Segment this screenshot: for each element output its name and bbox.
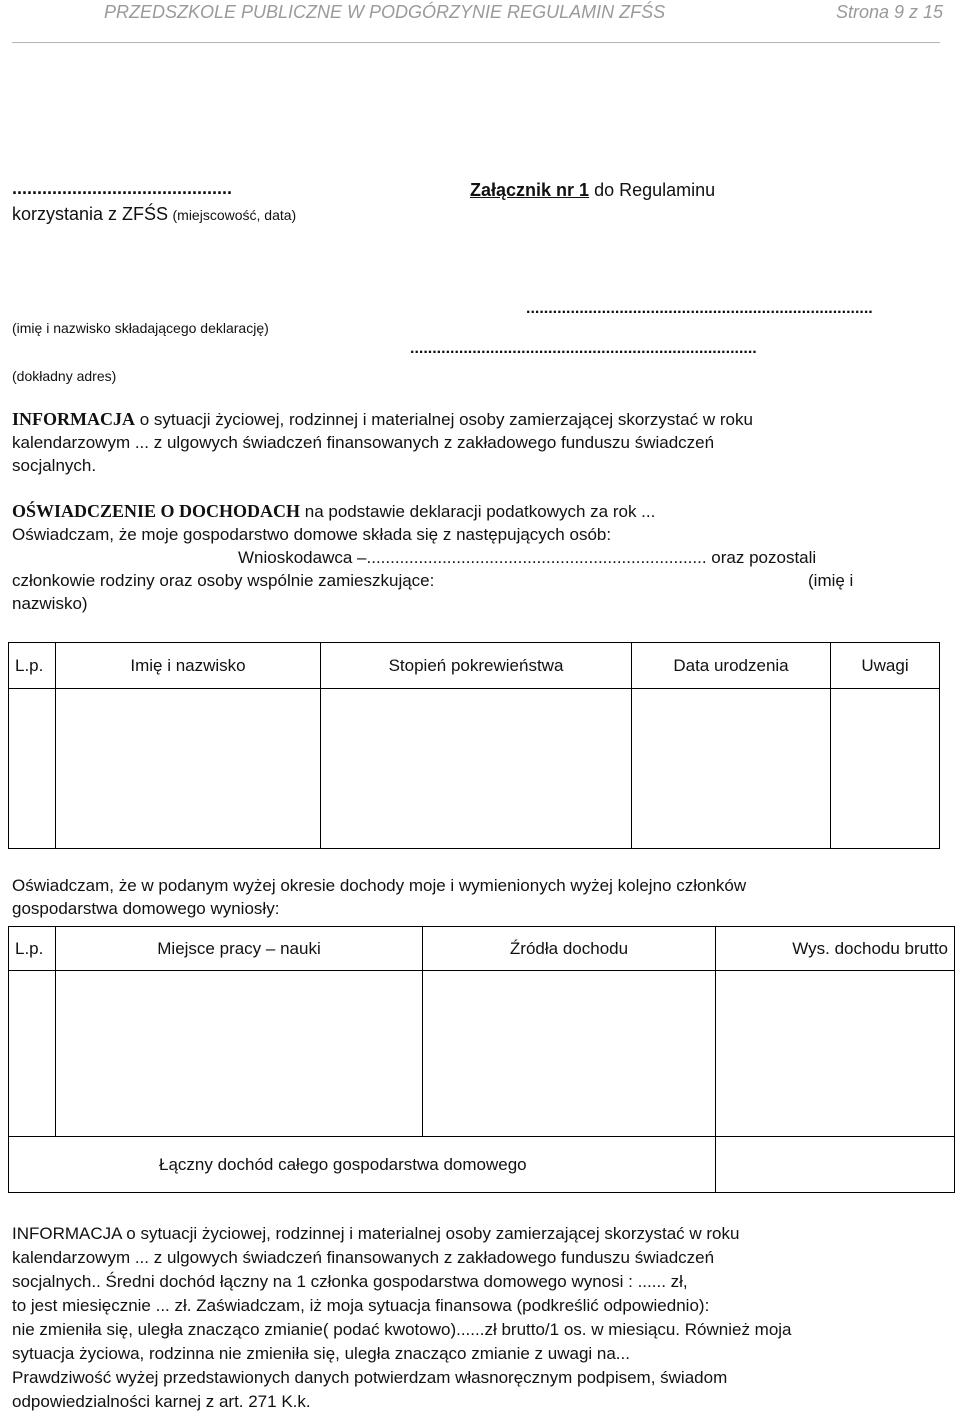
- declaration-line-4-right: (imię i: [808, 571, 854, 590]
- declaration-line-4: członkowie rodziny oraz osoby wspólnie zamieszkujące:: [12, 571, 435, 590]
- family-members-table: [8, 642, 940, 849]
- attachment-suffix: do Regulaminu: [589, 180, 716, 200]
- info-paragraph-2: [12, 1222, 792, 1414]
- income-total-label: Łączny dochód całego gospodarstwa domowego: [9, 1137, 716, 1193]
- income-table: [8, 926, 955, 1193]
- page-number: Strona 9 z 15: [836, 2, 944, 22]
- place-date-hint: (miejscowość, data): [172, 207, 297, 223]
- info2-line: kalendarzowym ... z ulgowych świadczeń finansowanych z zakładowego funduszu świadczeń: [12, 1248, 715, 1267]
- attachment-number: Załącznik nr 1: [470, 180, 590, 200]
- income-statement-line-1: Oświadczam, że w podanym wyżej okresie dochody moje i wymienionych wyżej kolejno członków: [12, 876, 747, 895]
- family-cell[interactable]: [632, 689, 831, 849]
- applicant-address-dots: ..............................................................................: [410, 340, 757, 357]
- family-col-relation: Stopień pokrewieństwa: [321, 643, 632, 689]
- place-date-line: [12, 204, 296, 225]
- declaration-line-3: Wnioskodawca –........................................................................ oraz pozostali: [238, 548, 817, 567]
- income-declaration: [12, 500, 942, 615]
- info-heading: INFORMACJA: [12, 409, 135, 429]
- info-paragraph: [12, 408, 753, 477]
- info2-line: Prawdziwość wyżej przedstawionych danych potwierdzam własnoręcznym podpisem, świadom: [12, 1368, 728, 1387]
- declaration-line-1: na podstawie deklaracji podatkowych za rok ...: [300, 502, 656, 521]
- family-table-header-row: [9, 643, 940, 689]
- family-cell[interactable]: [831, 689, 940, 849]
- income-col-workplace: Miejsce pracy – nauki: [56, 927, 423, 971]
- income-col-source: Źródła dochodu: [423, 927, 716, 971]
- info2-line: nie zmieniła się, uległa znacząco zmianie( podać kwotowo)......zł brutto/1 os. w miesiącu. Również moja: [12, 1320, 792, 1339]
- info2-line: odpowiedzialności karnej z art. 271 K.k.: [12, 1392, 311, 1411]
- declaration-line-5: nazwisko): [12, 594, 88, 613]
- place-date-dots: ............................................: [12, 178, 233, 198]
- info-line-2: kalendarzowym ... z ulgowych świadczeń finansowanych z zakładowego funduszu świadczeń: [12, 433, 715, 452]
- income-cell[interactable]: [716, 971, 955, 1137]
- family-col-notes: Uwagi: [831, 643, 940, 689]
- info-line-1: o sytuacji życiowej, rodzinnej i materialnej osoby zamierzającej skorzystać w roku: [135, 410, 753, 429]
- income-statement-line-2: gospodarstwa domowego wyniosły:: [12, 899, 280, 918]
- family-cell[interactable]: [321, 689, 632, 849]
- income-cell[interactable]: [9, 971, 56, 1137]
- income-total-value[interactable]: [716, 1137, 955, 1193]
- info2-line: to jest miesięcznie ... zł. Zaświadczam, iż moja sytuacja finansowa (podkreślić odpowiednio):: [12, 1296, 710, 1315]
- income-cell[interactable]: [56, 971, 423, 1137]
- attachment-title: [470, 180, 715, 201]
- info2-line: socjalnych.. Średni dochód łączny na 1 członka gospodarstwa domowego wynosi : ...... zł,: [12, 1272, 688, 1291]
- family-col-birthdate: Data urodzenia: [632, 643, 831, 689]
- income-total-row: [9, 1137, 955, 1193]
- info2-line: sytuacja życiowa, rodzinna nie zmieniła się, uległa znacząco zmianie z uwagi na...: [12, 1344, 630, 1363]
- applicant-name-label: (imię i nazwisko składającego deklarację): [12, 320, 269, 336]
- applicant-address-label: (dokładny adres): [12, 368, 117, 384]
- income-statement: [12, 874, 746, 920]
- declaration-line-2: Oświadczam, że moje gospodarstwo domowe składa się z następujących osób:: [12, 525, 612, 544]
- family-table-empty-row: [9, 689, 940, 849]
- info2-line: INFORMACJA o sytuacji życiowej, rodzinnej i materialnej osoby zamierzającej skorzystać w roku: [12, 1224, 740, 1243]
- income-table-empty-row: [9, 971, 955, 1137]
- income-cell[interactable]: [423, 971, 716, 1137]
- income-table-header-row: [9, 927, 955, 971]
- header-divider: [12, 42, 940, 43]
- income-col-gross: Wys. dochodu brutto: [716, 927, 955, 971]
- income-col-lp: L.p.: [9, 927, 56, 971]
- declaration-heading: OŚWIADCZENIE O DOCHODACH: [12, 501, 301, 521]
- family-col-name: Imię i nazwisko: [56, 643, 321, 689]
- info-line-3: socjalnych.: [12, 456, 97, 475]
- family-cell[interactable]: [56, 689, 321, 849]
- applicant-name-dots: ..............................................................................: [526, 300, 873, 317]
- place-date-text: korzystania z ZFŚS: [12, 204, 169, 224]
- page-header-title: PRZEDSZKOLE PUBLICZNE W PODGÓRZYNIE REGULAMIN ZFŚS: [104, 2, 666, 22]
- family-col-lp: L.p.: [9, 643, 56, 689]
- family-cell[interactable]: [9, 689, 56, 849]
